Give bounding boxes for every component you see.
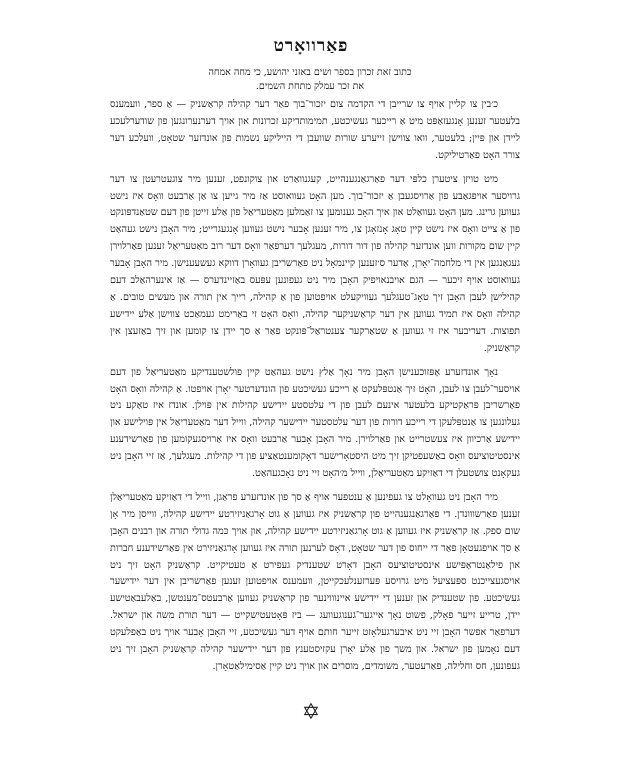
epigraph <box>80 66 540 94</box>
epigraph-line: כתוב זאת זכרון בספר ושים באזני יהושע, כי מחה אמחה <box>208 67 412 78</box>
paragraph: נאָך אונדזערע אָפּזוכענישן האָבן מיר נאָך אַלץ נישט געהאַט קיין פולשטענדיקע מאַטעריאַל פון דעם אויסער־לעבן צו לעבן, האָט זיך אַנטפּלעקט אַ רייכע געשיכטע פון הונדערטער יאָרן אויפטו. אַ קהילה וואָס האָט פאַרשריבן פּראַקטיקע בלעטער אינעם לעבן פון די עלטסטע יידישע קהילות אין פּוילן. אונדז איז טאַקע ניט געלונגען צו אַנטפּלעקן די רייכע דורות פון דער עלטסטער יידישער קהילה, ווייל דער מאַטעריאַל אין פּוילישע און יידישע אַרכיוון איז צעשטרייט און פאַרלוירן. מיר האָבן אָבער אַרבעט וואָס איז אַרויסגעקומען פון פאַרשידענע אינסטיטוציעס וואָס באַשעפטיקן זיך מיט היסטאָרישער דאָקומענטאַציע פון די קהילות. מעגלעך, אַז זיי האָבן ניט געקאָנט צושטעלן די דאַזיקע מאַטעריאַלן, ווייל מ׳האָט זיי ניט נאָכגעהאַט. <box>110 366 520 480</box>
paragraph: מיט טויזן ציטערן כלפּי דער פאַרגאַנגענהייט, קעגנוואַרט און צוקונפט, זענען מיר צוגעטרעטן צו דער גרויסער אויפגאַבע פון אַרויסגעבן אַ יזכור־בוך. מען האָט געוואוסט אַז מיר גייען צו אַן אַרבעט וואָס איז נישט געווען גרינג. מען האָט געוואַלט און איך האָב גענומען צו זאַמלען מאַטעריאַל פון אַלע זייטן פון דעם שטאַנדפּונקט פון אַ צייט וואָס איז נישט קיין טאָג אָנזאָגן צו, מיר זענען אָבער נישט געווען אָנגעגרייט; מיר האָבן נישט געהאַט קיין שום מקורות ווען אונדזער קהילה פון דור דורות, מעגלעך דערפאַר וואָס דער רוב מאַטעריאַל זענען פאַרלוירן געגאַנגען אין די מלחמה־יאָרן, אַדער ס׳זענען קיינמאָל ניט פאַרשריבן געוואָרן דווקא געשעענישן. מיר האָבן אָבער געוואוסט אויף זיכער — הגם אויבנאויפיק האָבן מיר ניט געפונען עפּעס באַזיינדערס — אַז אינערהאַלב דעם קהילישן לעבן האָבן זיך טאָג־טעגלעך געוויקעלט אויפטוען פון אַ קהילה, רייך אין תורה און מעשים טובים. אַ קהילה וואָס איז תמיד געווען אין דער קראַשניקער קהילה, וואָס האָט זי באַרימט געמאַכט צווישן אַלע יידישע תפוצות. דעריבער איז זי געווען אַ שטאַרקער צענטראַל־פּונקט פאַר אַ סך יידן צו קומען און זיך באַזעצן אין קראַשניק. <box>110 173 520 354</box>
epigraph-line: את זכר עמלק מתחת השמים. <box>255 81 365 92</box>
body-text <box>110 97 520 683</box>
paragraph: מיר האָבן ניט געוואָלט צו געפינען אַ ענטפער אויף אַ סך פון אונדזערע פראַגן, ווייל די דאַזיקע מאַטעריאַלן זענען פאַרשווונדן. די פאַרגאַנגענהייט פון קראַשניק איז געווען אַ גוט אָרגאַניזירטע יידישע קהילה, ווייסן מיר אָן שום ספק. אַז קראַשניק איז געווען אַ גוט אָרגאַניזירטע יידישע קהילה, און אויך כּמה גדולי תורה און רבנים האָבן אַ סך אויפגעטאָן פאַר די ייחוס פון דער שטאָט, דאָס לערנען תורה איז געווען אָרגאַניזירט אין פאַרשידענע חברות און פילאַנטראָפּישע אינסטיטוציעס האָבן דאָרט שטענדיק געפירט אַ טעטיקייט. קראַשניק האָט זיך ניט אויסגעצייכנט ספּעציעל מיט גרויסע פּערזענלעכקייטן, וועמענס אויפטוען זענען פאַרשריבן אין דער יידישער געשיכטע. פון שטענדיק און זענען די יידישע איינוווינער פון קראַשניק געווען אַרבעטס־מענטשן, באַלעבאַטישע יידן, טרייע זייער פאָלק, פשוט נאָך אייגער־גענוגעוועג — ביז פּאָטעטישקייט — דער תורת משה און ישראל. דערפאַר אפשר האָבן זיי ניט איבערגעלאָזט זייער חותם אויף דער געשיכטע, זיי האָבן אָבער אויך ניט באַפלעקט דעם נאָמען פון ישראל. און משך פון אַלע יאָרן עקזיסטענץ פון דער יידישער קהילה קראַשניק האָבן זיך ניט געפונען, חס וחלילה, פאַרעטער, משומדים, מוסרים און אויך ניט קיין אַסימילאַטאָרן. <box>110 491 520 672</box>
page-title: פאַרוואָרט <box>273 36 349 56</box>
star-of-david-icon: ✡ <box>301 700 321 725</box>
paragraph: כ׳בין צו קליין אויף צו שרייבן די הקדמה צום יזכור־בוך פאַר דער קהילה קראַשניק — אַ ספר, וועמענס בלעטער זענען אָנגעזאַפּט מיט אַ רייכער געשיכטע, תמימותדיקע זכרונות און אויך דערנערונגען פון שודערלעכע ליידן און פּיין; בלעטער, וואו צווישן זייערע שורות שוועבן די הייליקע נשמות פון אונדזער שטאָט, וועלכע דער צורר האָט פאַרטיליקט. <box>110 99 520 161</box>
